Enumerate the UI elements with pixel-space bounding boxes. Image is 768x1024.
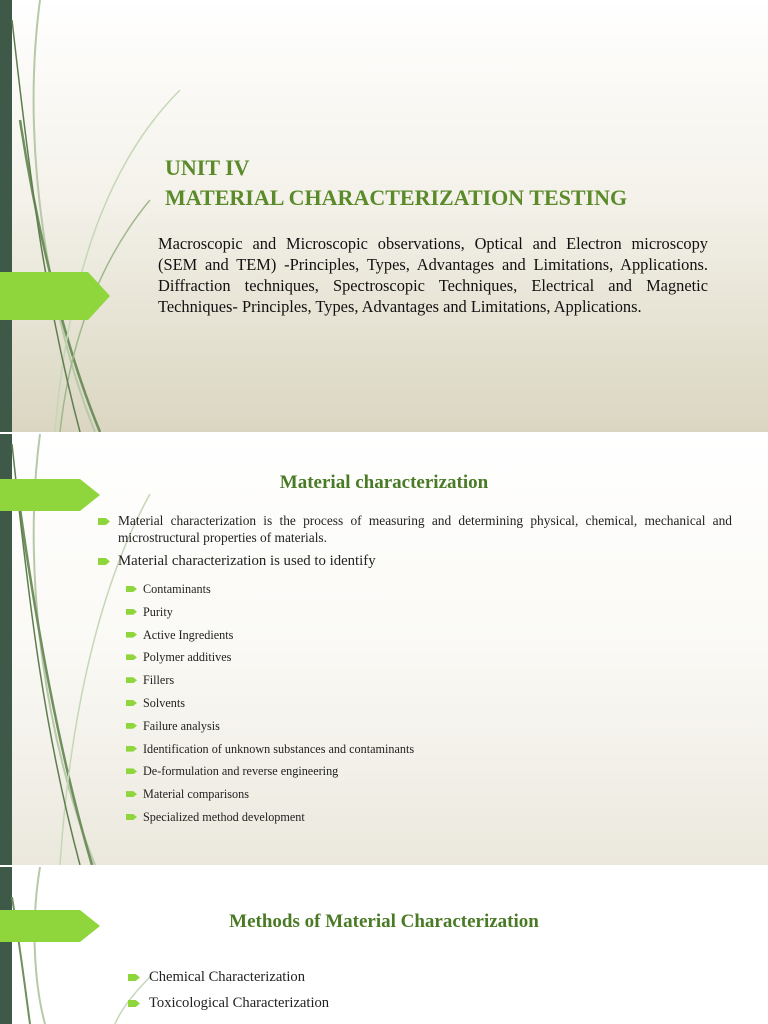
list-item: Material characterization is the process of measuring and determining physical, chemical, mechanical and microstructural properties of materials. (98, 513, 732, 546)
slide-1-title (165, 153, 745, 213)
list-item: De-formulation and reverse engineering (126, 763, 526, 786)
arrow-bullet-icon (98, 558, 110, 565)
decorative-swoosh (0, 0, 230, 432)
unit-topic: MATERIAL CHARACTERIZATION TESTING (165, 185, 628, 210)
arrow-bullet-icon (128, 974, 140, 981)
arrow-bullet-icon (126, 700, 137, 706)
main-bullet-list (98, 513, 732, 577)
list-item: Contaminants (126, 581, 526, 604)
list-item: Identification of unknown substances and contaminants (126, 741, 526, 764)
arrow-bullet-icon (126, 723, 137, 729)
unit-label: UNIT IV (165, 155, 250, 180)
methods-bullet-list (128, 969, 628, 1021)
arrow-bullet-icon (98, 518, 110, 525)
arrow-bullet-icon (126, 677, 137, 683)
list-item: Material comparisons (126, 786, 526, 809)
list-item: Toxicological Characterization (128, 995, 628, 1012)
list-item: Specialized method development (126, 809, 526, 832)
arrow-bullet-icon (126, 768, 137, 774)
arrow-bullet-icon (126, 632, 137, 638)
list-item: Solvents (126, 695, 526, 718)
arrow-bullet-icon (128, 1000, 140, 1007)
slide-3-title: Methods of Material Characterization (229, 911, 539, 932)
unit-description: Macroscopic and Microscopic observations, Optical and Electron microscopy (SEM and TEM) -Principles, Types, Advantages and Limitations, Applications. Diffraction techniques, Spectroscopic Techniques, Electrical and Magnetic Techniques- Principles, Types, Advantages and Limitations, Applications. (158, 234, 708, 316)
list-item: Active Ingredients (126, 627, 526, 650)
slide-1 (0, 0, 768, 432)
sub-bullet-list (126, 581, 526, 832)
list-item: Chemical Characterization (128, 969, 628, 986)
arrow-bullet-icon (126, 791, 137, 797)
slide-2-title: Material characterization (279, 472, 489, 493)
list-item: Polymer additives (126, 649, 526, 672)
arrow-bullet-icon (126, 609, 137, 615)
list-item: Material characterization is used to identify (98, 553, 732, 570)
arrow-bullet-icon (126, 654, 137, 660)
arrow-bullet-icon (126, 746, 137, 752)
accent-arrow (0, 272, 110, 320)
list-item: Purity (126, 604, 526, 627)
list-item: Failure analysis (126, 718, 526, 741)
arrow-bullet-icon (126, 586, 137, 592)
list-item: Fillers (126, 672, 526, 695)
arrow-bullet-icon (126, 814, 137, 820)
